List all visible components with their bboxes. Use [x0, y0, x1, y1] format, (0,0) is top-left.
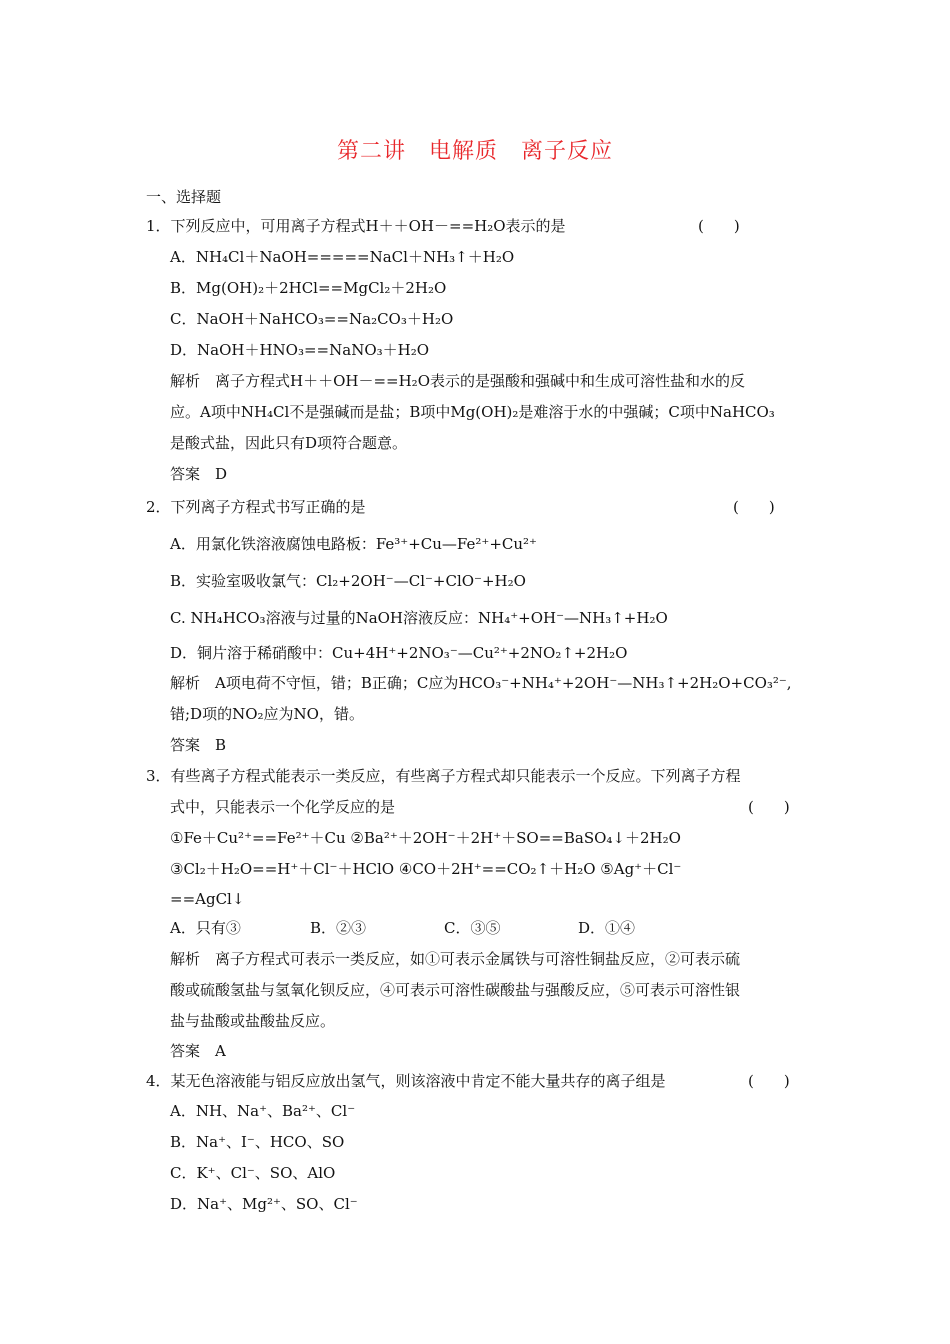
q3-explanation-2: 酸或硫酸氢盐与氢氧化钡反应，④可表示可溶性碳酸盐与强酸反应，⑤可表示可溶性银: [170, 981, 741, 999]
q2-answer-paren: ( ): [733, 498, 775, 516]
q1-explanation-3: 是酸式盐，因此只有D项符合题意。: [170, 434, 408, 452]
q2-explanation-1: 解析 A项电荷不守恒，错；B正确；C应为HCO₃⁻+NH₄⁺+2OH⁻—NH₃↑+2H₂O+CO₃²⁻,: [170, 674, 792, 692]
q3-option-a: A．只有③: [170, 919, 241, 937]
q2-answer: 答案 B: [170, 736, 227, 754]
q3-answer: 答案 A: [170, 1042, 226, 1060]
q1-option-d: D．NaOH＋HNO₃==NaNO₃＋H₂O: [170, 341, 430, 359]
q2-option-a: A．用氯化铁溶液腐蚀电路板：Fe³⁺+Cu—Fe²⁺+Cu²⁺: [170, 535, 537, 553]
q3-option-c: C．③⑤: [444, 919, 501, 937]
q3-stem-1: 3．有些离子方程式能表示一类反应，有些离子方程式却只能表示一个反应。下列离子方程: [146, 767, 741, 785]
q2-option-c: C. NH₄HCO₃溶液与过量的NaOH溶液反应：NH₄⁺+OH⁻—NH₃↑+H₂O: [170, 609, 668, 627]
q3-option-b: B．②③: [310, 919, 367, 937]
q2-explanation-2: 错;D项的NO₂应为NO，错。: [170, 705, 364, 723]
section-heading: 一、选择题: [146, 188, 222, 206]
q1-option-c: C．NaOH＋NaHCO₃==Na₂CO₃＋H₂O: [170, 310, 454, 328]
q2-option-b: B．实验室吸收氯气：Cl₂+2OH⁻—Cl⁻+ClO⁻+H₂O: [170, 572, 526, 590]
q4-answer-paren: ( ): [748, 1072, 790, 1090]
q4-option-a: A．NH、Na⁺、Ba²⁺、Cl⁻: [170, 1102, 356, 1120]
q3-equations-1: ①Fe＋Cu²⁺==Fe²⁺＋Cu ②Ba²⁺＋2OH⁻＋2H⁺＋SO==BaSO₄↓＋2H₂O: [170, 829, 681, 847]
q3-answer-paren: ( ): [748, 798, 790, 816]
q1-explanation-2: 应。A项中NH₄Cl不是强碱而是盐；B项中Mg(OH)₂是难溶于水的中强碱；C项中NaHCO₃: [170, 403, 775, 421]
q4-option-c: C．K⁺、Cl⁻、SO、AlO: [170, 1164, 336, 1182]
q1-option-a: A．NH₄Cl＋NaOH=====NaCl＋NH₃↑＋H₂O: [170, 248, 515, 266]
q1-explanation-1: 解析 离子方程式H＋＋OH－==H₂O表示的是强酸和强碱中和生成可溶性盐和水的反: [170, 372, 745, 390]
q1-answer-paren: ( ): [698, 217, 740, 235]
q4-option-d: D．Na⁺、Mg²⁺、SO、Cl⁻: [170, 1195, 358, 1213]
q4-stem: 4．某无色溶液能与铝反应放出氢气，则该溶液中肯定不能大量共存的离子组是: [146, 1072, 666, 1090]
q2-stem: 2．下列离子方程式书写正确的是: [146, 498, 366, 516]
q1-stem: 1．下列反应中，可用离子方程式H＋＋OH－==H₂O表示的是: [146, 217, 566, 235]
q3-equations-3: ==AgCl↓: [170, 890, 245, 908]
q3-explanation-1: 解析 离子方程式可表示一类反应，如①可表示金属铁与可溶性铜盐反应，②可表示硫: [170, 950, 741, 968]
q4-option-b: B．Na⁺、I⁻、HCO、SO: [170, 1133, 345, 1151]
q1-answer: 答案 D: [170, 465, 228, 483]
q3-option-d: D．①④: [578, 919, 636, 937]
q3-equations-2: ③Cl₂＋H₂O==H⁺＋Cl⁻＋HClO ④CO＋2H⁺==CO₂↑＋H₂O ⑤Ag⁺＋Cl⁻: [170, 860, 682, 878]
q3-stem-2: 式中，只能表示一个化学反应的是: [170, 798, 396, 816]
q2-option-d: D．铜片溶于稀硝酸中：Cu+4H⁺+2NO₃⁻—Cu²⁺+2NO₂↑+2H₂O: [170, 644, 628, 662]
q3-explanation-3: 盐与盐酸或盐酸盐反应。: [170, 1012, 336, 1030]
page-title: 第二讲 电解质 离子反应: [336, 139, 613, 164]
q1-option-b: B．Mg(OH)₂＋2HCl==MgCl₂＋2H₂O: [170, 279, 447, 297]
